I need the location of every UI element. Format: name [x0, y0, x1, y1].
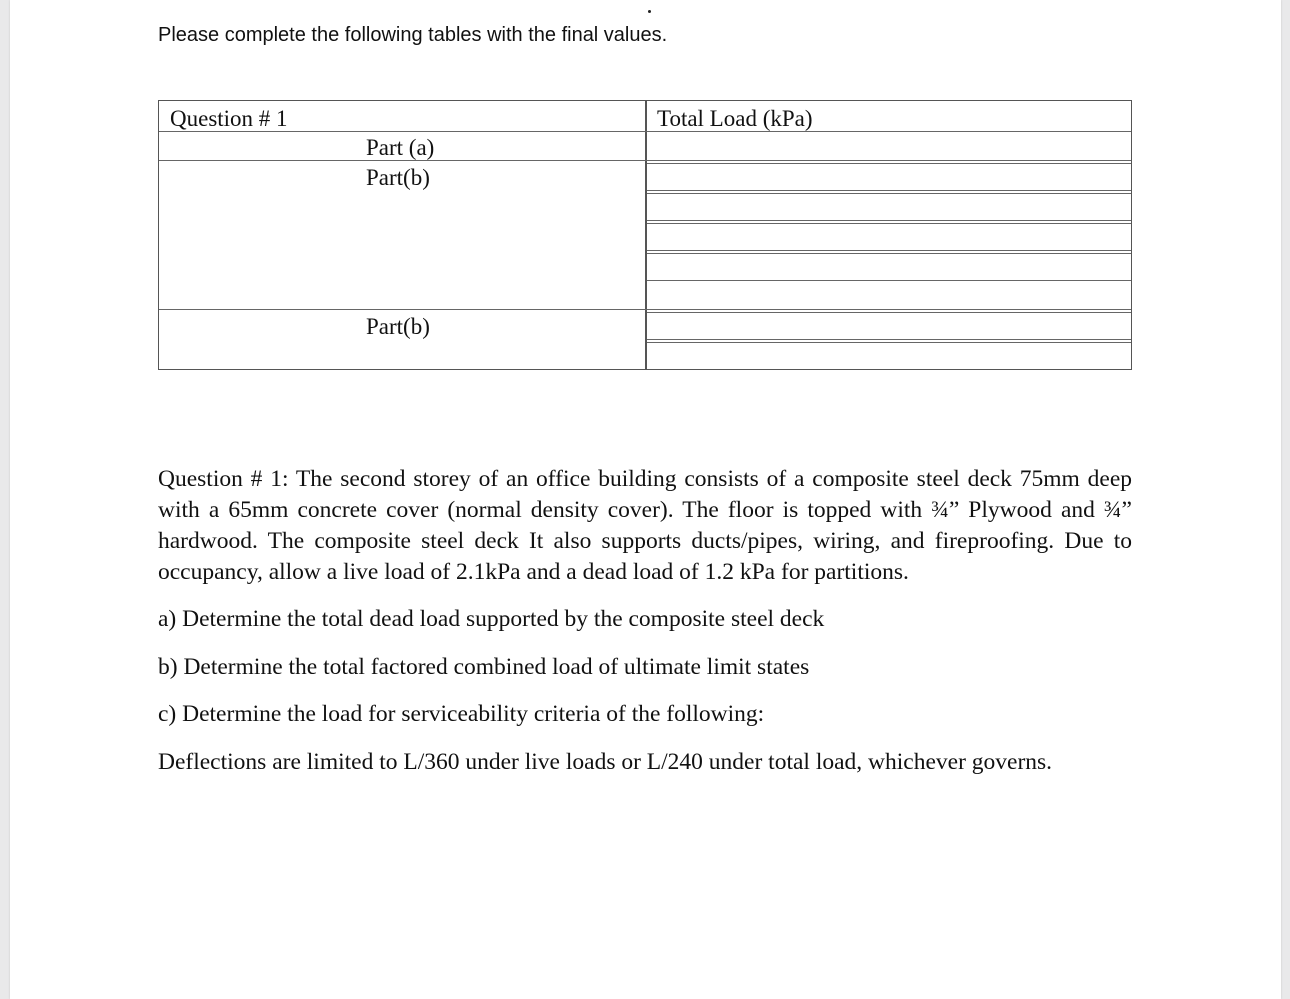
question-body: Question # 1: The second storey of an office building consists of a composite steel deck 75mm deep with a 65mm concrete cover (normal density cover). The floor is topped with ¾” Plywood and ¾” hardwood. The composite steel deck It also supports ducts/pipes, wiring, and fireproofing. Due to occupancy, allow a live load of 2.1kPa and a dead load of 1.2 kPa for partitions. — [158, 466, 1132, 585]
table-row-divider — [647, 253, 1131, 254]
table-row-divider — [647, 342, 1131, 343]
table-row-divider — [647, 312, 1131, 313]
table-row-divider — [159, 160, 1131, 161]
table-column-divider — [645, 101, 647, 369]
question-part-c: c) Determine the load for serviceability criteria of the following: — [158, 701, 765, 727]
table-row-divider — [647, 190, 1131, 191]
table-header-question: Question # 1 — [170, 106, 288, 131]
table-row-divider — [647, 339, 1131, 340]
question-part-b: b) Determine the total factored combined load of ultimate limit states — [158, 654, 810, 680]
table-row-divider — [647, 280, 1131, 281]
table-header-total-load: Total Load (kPa) — [657, 106, 813, 131]
instruction-text: Please complete the following tables with the final values. — [158, 24, 668, 46]
table-row-divider — [647, 220, 1131, 221]
question-part-a: a) Determine the total dead load supported by the composite steel deck — [158, 606, 825, 632]
table-row-divider — [647, 193, 1131, 194]
table-row-divider — [159, 131, 1131, 132]
table-row-label: Part (a) — [366, 135, 435, 160]
question-paragraph — [158, 464, 1132, 588]
stray-dot — [648, 10, 651, 13]
deflection-criteria: Deflections are limited to L/360 under live loads or L/240 under total load, whichever governs. — [158, 749, 1053, 775]
table-row-divider — [647, 163, 1131, 164]
table-row-label: Part(b) — [366, 314, 430, 339]
table-row-divider — [647, 223, 1131, 224]
table-row-divider — [159, 309, 1131, 310]
table-row-label: Part(b) — [366, 165, 430, 190]
table-row-divider — [647, 250, 1131, 251]
answer-table — [158, 100, 1132, 370]
